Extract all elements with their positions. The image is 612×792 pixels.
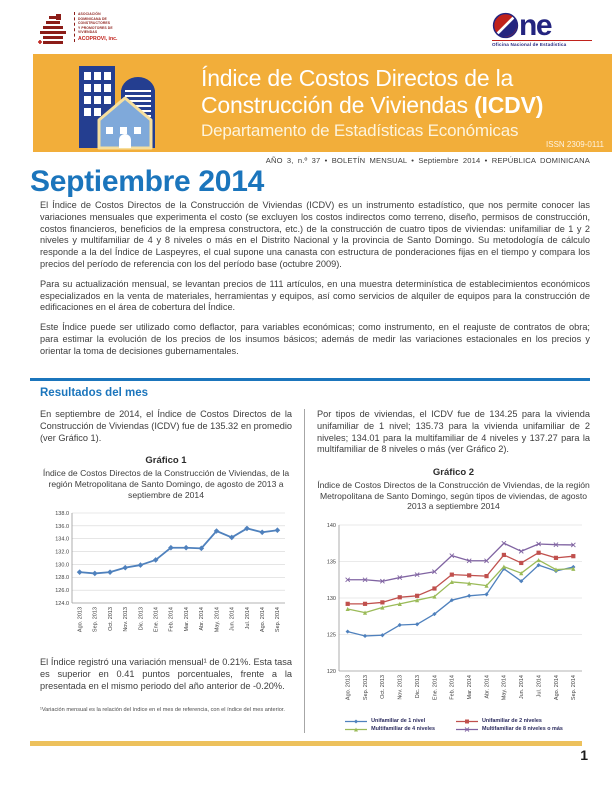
legend-item (344, 718, 435, 725)
svg-text:Abr. 2014: Abr. 2014 (199, 607, 206, 631)
intro-paragraph-2: Para su actualización mensual, se levantan precios de 111 artículos, en una muestra determinística de establecimientos económicos especializados en la venta de materiales, herramientas y equipos, así como servicios de alquiler de equipos para la construcción de edificaciones en el área de cobertura del Índice. (40, 278, 590, 313)
chart2-svg (319, 519, 589, 711)
legend-swatch (455, 718, 479, 725)
legend-label: Multifamiliar de 4 niveles (371, 726, 435, 733)
results-left-column (30, 409, 305, 733)
svg-text:130.0: 130.0 (55, 562, 69, 569)
bottom-bar (30, 741, 582, 746)
banner-title-line2 (201, 92, 543, 119)
svg-text:Ago. 2014: Ago. 2014 (553, 674, 560, 701)
acoprovi-org-line: VIVIENDAS (78, 30, 98, 35)
svg-text:134.0: 134.0 (55, 536, 69, 543)
one-wordmark-text: ne (519, 8, 552, 42)
svg-text:Oct. 2013: Oct. 2013 (107, 607, 114, 632)
acoprovi-logo (36, 12, 118, 48)
page-number: 1 (580, 747, 588, 763)
legend-item (344, 726, 435, 733)
legend-label: Unifamiliar de 1 nivel (371, 718, 426, 725)
svg-text:Jun. 2014: Jun. 2014 (229, 607, 236, 632)
acoprovi-org-line: ASOCIACIÓN (78, 12, 101, 16)
header-banner (33, 54, 612, 152)
svg-text:128.0: 128.0 (55, 575, 69, 582)
chart2-title: Gráfico 2 (432, 467, 475, 479)
svg-text:Ago. 2014: Ago. 2014 (259, 607, 266, 633)
svg-text:Ene. 2014: Ene. 2014 (431, 674, 438, 701)
banner-title (201, 65, 543, 141)
banner-title-line2-text: Construcción de Viviendas (201, 91, 475, 118)
svg-text:Nov. 2013: Nov. 2013 (123, 607, 130, 632)
svg-text:Jul. 2014: Jul. 2014 (535, 674, 542, 698)
chart1-svg (42, 507, 290, 641)
intro-block (40, 200, 590, 366)
svg-text:124.0: 124.0 (55, 601, 69, 608)
results-right-column (305, 409, 590, 733)
svg-text:Sep. 2013: Sep. 2013 (92, 607, 99, 633)
svg-text:Ene. 2014: Ene. 2014 (153, 607, 160, 633)
svg-text:Feb. 2014: Feb. 2014 (168, 607, 175, 632)
svg-text:Sep. 2014: Sep. 2014 (275, 607, 282, 633)
svg-text:Dic. 2013: Dic. 2013 (414, 674, 421, 699)
svg-text:136.0: 136.0 (55, 523, 69, 530)
acoprovi-text (74, 12, 118, 42)
one-wordmark (492, 8, 592, 42)
svg-text:Feb. 2014: Feb. 2014 (449, 674, 456, 700)
legend-item (455, 718, 563, 725)
banner-issn: ISSN 2309-0111 (546, 140, 604, 149)
svg-text:Abr. 2014: Abr. 2014 (483, 674, 490, 699)
svg-text:Jun. 2014: Jun. 2014 (518, 674, 525, 700)
intro-paragraph-1: El Índice de Costos Directos de la Construcción de Viviendas (ICDV) es un instrumento estadístico, que nos permite conocer las variaciones mensuales que experimenta el costo (se excluyen los costos indirectos como terreno, diseño, permisos de construcción, costos financieros, beneficios de la empresa constructora, etc.) de la construcción de cuatro tipos de viviendas: unifamiliar de 1 y 2 niveles y multifamiliar de 4 y 8 niveles o más en el Distrito Nacional y la provincia de Santo Domingo. Su metodología de cálculo responde a la del Índice de Laspeyres, el cual supone una canasta con estructura de ponderaciones fijas en el tiempo y compara los precios del período de referencia con los del período base (octubre 2009). (40, 200, 590, 269)
legend-swatch (344, 718, 368, 725)
meta-line: AÑO 3, n.º 37 • BOLETÍN MENSUAL • Septiembre 2014 • REPÚBLICA DOMINICANA (265, 156, 590, 165)
svg-text:Oct. 2013: Oct. 2013 (379, 674, 386, 699)
svg-text:Nov. 2013: Nov. 2013 (397, 674, 404, 700)
svg-text:120: 120 (326, 668, 336, 675)
acoprovi-org-line: DOMINICANA DE (78, 16, 107, 21)
results-columns (30, 409, 590, 733)
svg-text:135: 135 (326, 559, 336, 566)
left-paragraph: En septiembre de 2014, el Índice de Costos Directos de la Construcción de Viviendas (ICDV) fue de 135.32 en promedio (ver Gráfico 1). (40, 409, 292, 443)
acoprovi-org-line: CONSTRUCTORES (78, 21, 111, 26)
svg-text:Mar. 2014: Mar. 2014 (183, 607, 190, 632)
svg-text:138.0: 138.0 (55, 511, 69, 518)
banner-department: Departamento de Estadísticas Económicas (201, 121, 519, 140)
svg-text:140: 140 (326, 522, 336, 529)
one-tagline: Oficina Nacional de Estadística (492, 40, 592, 47)
svg-text:May. 2014: May. 2014 (501, 674, 508, 701)
acoprovi-org-name: ACOPROVI, inc. (78, 35, 118, 42)
acoprovi-org-line: Y PROMOTORES DE (78, 25, 113, 30)
acoprovi-house-icon (36, 12, 70, 48)
legend-label: Unifamiliar de 2 niveles (481, 718, 542, 725)
results-section (30, 378, 590, 733)
chart2-legend (317, 718, 590, 733)
chart1 (40, 507, 292, 646)
left-closing-paragraph: El Índice registró una variación mensual¹ de 0.21%. Esta tasa es superior en 0.41 puntos porcentuales, frente a la presentada en el mismo periodo del año anterior de -0.20%. (40, 657, 292, 691)
svg-text:May. 2014: May. 2014 (214, 607, 221, 633)
svg-text:125: 125 (326, 632, 336, 639)
banner-title-line1: Índice de Costos Directos de la (201, 65, 514, 91)
legend-swatch (344, 726, 368, 733)
legend-swatch (455, 726, 479, 733)
section-rule (30, 378, 590, 381)
chart1-title: Gráfico 1 (145, 455, 187, 467)
legend-item (455, 726, 563, 733)
svg-text:Ago. 2013: Ago. 2013 (344, 674, 351, 701)
svg-text:Sep. 2013: Sep. 2013 (362, 674, 369, 701)
chart2 (317, 519, 590, 716)
svg-text:132.0: 132.0 (55, 549, 69, 556)
svg-text:Dic. 2013: Dic. 2013 (138, 607, 145, 631)
chart1-caption: Índice de Costos Directos de la Construcción de Viviendas, de la región Metropolitana de Santo Domingo, de agosto de 2013 a septiembre de 2014 (42, 468, 290, 500)
one-circle-icon (492, 12, 519, 39)
buildings-illustration (59, 64, 184, 150)
section-title: Resultados del mes (40, 387, 149, 399)
right-paragraph: Por tipos de viviendas, el ICDV fue de 134.25 para la vivienda unifamiliar de 1 nivel; 135.73 para la vivienda unifamiliar de 2 niveles; 134.01 para la multifamiliar de 4 niveles y 137.27 para la multifamiliar de 8 niveles o más (ver Gráfico 2). (317, 409, 590, 455)
intro-paragraph-3: Este Índice puede ser utilizado como deflactor, para variables económicas; como instrumento, en el reajuste de contratos de obra; para estimar la evolución de los precios de los insumos básicos; además de medir las variaciones estacionales en los precios y orientar la toma de decisiones gubernamentales. (40, 322, 590, 356)
svg-text:Ago. 2013: Ago. 2013 (77, 607, 84, 633)
svg-text:Jul. 2014: Jul. 2014 (244, 607, 251, 630)
chart2-caption: Índice de Costos Directos de la Construcción de Viviendas, de la región Metropolitana de Santo Domingo, según tipos de viviendas, de agosto 2013 a septiembre 2014 (317, 480, 590, 512)
svg-text:126.0: 126.0 (55, 588, 69, 595)
svg-text:Mar. 2014: Mar. 2014 (466, 674, 473, 700)
one-logo (492, 8, 592, 47)
banner-title-icdv: (ICDV) (474, 91, 544, 118)
svg-text:130: 130 (326, 595, 336, 602)
legend-label: Multifamiliar de 8 niveles o más (481, 726, 563, 733)
svg-text:Sep. 2014: Sep. 2014 (570, 674, 577, 701)
footnote: ¹Variación mensual es la relación del índice en el mes de referencia, con el índice del mes anterior. (40, 706, 285, 713)
month-heading: Septiembre 2014 (30, 165, 264, 198)
